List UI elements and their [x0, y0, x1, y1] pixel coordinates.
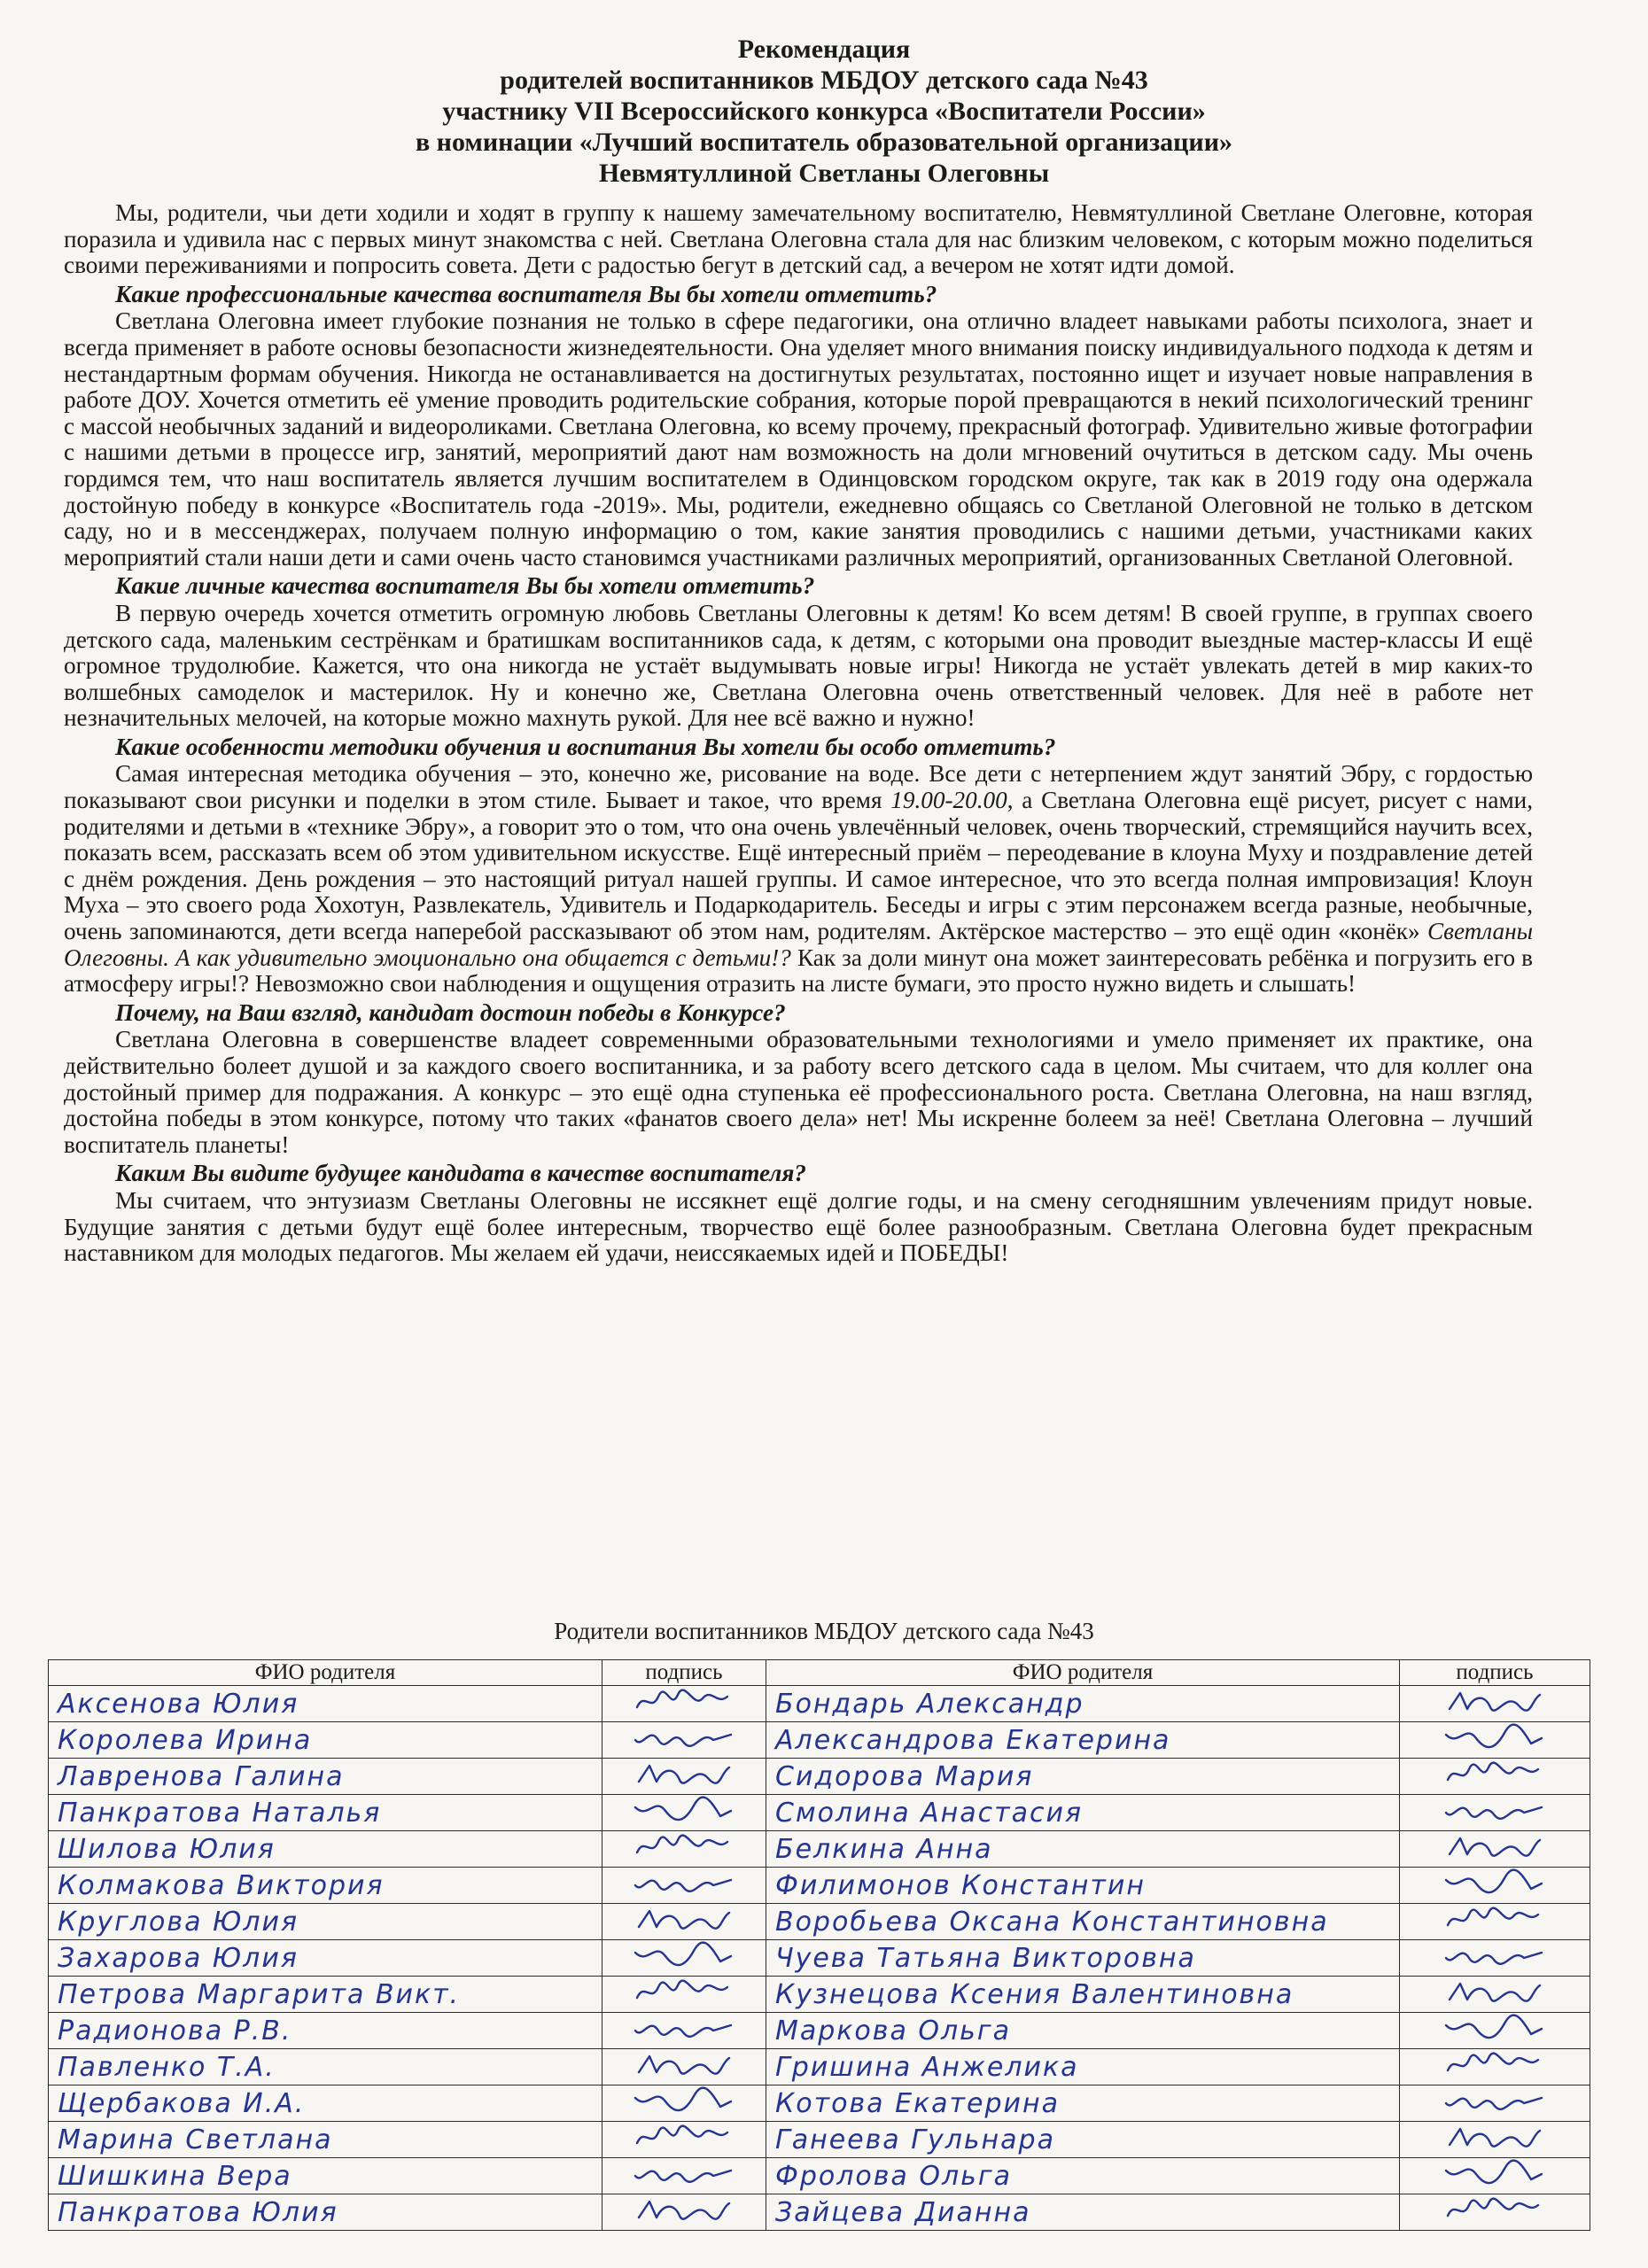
signature-cell [1400, 2158, 1590, 2194]
parent-name-cell: Гришина Анжелика [766, 2049, 1400, 2085]
parent-name-cell: Королева Ирина [49, 1722, 602, 1759]
column-header-signature: подпись [602, 1660, 766, 1686]
parent-name-cell: Круглова Юлия [49, 1904, 602, 1940]
table-row [49, 1722, 1590, 1759]
table-row [49, 1795, 1590, 1831]
parent-name-cell: Зайцева Дианна [766, 2194, 1400, 2231]
question-heading: Почему, на Ваш взгляд, кандидат достоин победы в Конкурсе? [115, 998, 786, 1026]
handwritten-signature-icon [1442, 1977, 1547, 2005]
handwritten-signature-icon [1442, 2013, 1547, 2041]
signature-cell [1400, 1977, 1590, 2013]
handwritten-signature-icon [632, 1759, 736, 1787]
table-row [49, 1977, 1590, 2013]
title-line: в номинации «Лучший воспитатель образовательной организации» [415, 128, 1232, 157]
table-row [49, 1831, 1590, 1868]
handwritten-signature-icon [632, 2158, 736, 2186]
column-header-name: ФИО родителя [49, 1660, 602, 1686]
handwritten-signature-icon [632, 1831, 736, 1860]
parent-name-cell: Смолина Анастасия [766, 1795, 1400, 1831]
answer-paragraph [64, 761, 1533, 997]
handwritten-signature-icon [1442, 1686, 1547, 1714]
answer-paragraph: Светлана Олеговна в совершенстве владеет современными образовательными технологиями и умело применяет их практике, она действительно болеет душой и за каждого своего воспитанника, и за работу всего детского сада в целом. Мы считаем, что для коллег она достойный пример для подражания. А конкурс – это ещё одна ступенька её профессионального роста. Светлана Олеговна, на наш взгляд, достойна победы в этом конкурсе, потому что таких «фанатов своего дела» нет! Мы искренне болеем за неё! Светлана Олеговна – лучший воспитатель планеты! [64, 1026, 1533, 1158]
handwritten-signature-icon [1442, 2085, 1547, 2114]
handwritten-signature-icon [632, 1722, 736, 1751]
signature-cell [602, 2085, 766, 2122]
parent-name-cell: Шилова Юлия [49, 1831, 602, 1868]
table-row [49, 1868, 1590, 1904]
signature-cell [602, 1831, 766, 1868]
signature-cell [602, 1868, 766, 1904]
handwritten-signature-icon [1442, 2049, 1547, 2078]
signature-cell [1400, 1722, 1590, 1759]
parent-name-cell: Александрова Екатерина [766, 1722, 1400, 1759]
table-row [49, 2085, 1590, 2122]
title-line: Рекомендация [737, 35, 911, 64]
question-heading: Какие личные качества воспитателя Вы бы хотели отметить? [115, 572, 815, 600]
signature-cell [602, 1759, 766, 1795]
handwritten-signature-icon [1442, 1868, 1547, 1896]
answer-text: , а Светлана Олеговна ещё рисует, рисует с нами, родителями и детьми в «технике Эбру», а говорит это о том, что она очень увлечённый человек, очень творческий, стремящийся научить всех, показать всем, рассказать всем об этом удивительном искусстве. Ещё интересный приём – переодевание в клоуна Муху и поздравление детей с днём рождения. День рождения – это настоящий ритуал нашей группы. И самое интересное, что это всегда полная импровизация! Клоун Муха – это своего рода Хохотун, Развлекатель, Удивитель и Подаркодаритель. Беседы и игры с этим персонажем всегда разные, необычные, очень запоминаются, дети всегда наперебой рассказывают об этом нам, родителям. Актёрское мастерство – это ещё один «конёк» [64, 787, 1533, 945]
parent-name-cell: Белкина Анна [766, 1831, 1400, 1868]
handwritten-signature-icon [632, 2013, 736, 2041]
signature-cell [1400, 2013, 1590, 2049]
handwritten-signature-icon [632, 1795, 736, 1823]
table-row [49, 2194, 1590, 2231]
table-row [49, 2122, 1590, 2158]
parent-name-cell: Лавренова Галина [49, 1759, 602, 1795]
parent-name-cell: Филимонов Константин [766, 1868, 1400, 1904]
table-row [49, 1904, 1590, 1940]
signature-cell [1400, 1831, 1590, 1868]
answer-paragraph: Светлана Олеговна имеет глубокие познания не только в сфере педагогики, она отлично владеет навыками работы психолога, знает и всегда применяет в работе основы безопасности жизнедеятельности. Она уделяет много внимания поиску индивидуального подхода к детям и нестандартным формам обучения. Никогда не останавливается на достигнутых результатах, постоянно ищет и изучает новые направления в работе ДОУ. Хочется отметить её умение проводить родительские собрания, которые порой превращаются в некий психологический тренинг с массой необычных заданий и видеороликами. Светлана Олеговна, ко всему прочему, прекрасный фотограф. Удивительно живые фотографии с нашими детьми в процессе игр, занятий, мероприятий дают нам возможность на доли мгновений очутиться в детском саду. Мы очень гордимся тем, что наш воспитатель является лучшим воспитателем в Одинцовском городском округе, так как в 2019 году она одержала достойную победу в конкурсе «Воспитатель года -2019». Мы, родители, ежедневно общаясь со Светланой Олеговной не только в детском саду, но и в мессенджерах, получаем полную информацию о том, какие занятия проводились с нашими детьми, участниками каких мероприятий стали наши дети и сами очень часто становимся участниками различных мероприятий, организованных Светланой Олеговной. [64, 307, 1533, 571]
parent-name-cell: Фролова Ольга [766, 2158, 1400, 2194]
answer-paragraph: Мы считаем, что энтузиазм Светланы Олеговны не иссякнет ещё долгие годы, и на смену сегодняшним увлечениям придут новые. Будущие занятия с детьми будут ещё более интересным, творчество ещё более разнообразным. Светлана Олеговна будет прекрасным наставником для молодых педагогов. Мы желаем ей удачи, неиссякаемых идей и ПОБЕДЫ! [64, 1186, 1533, 1267]
title-line: Невмятуллиной Светланы Олеговны [598, 159, 1050, 188]
signature-cell [602, 2049, 766, 2085]
table-row [49, 1686, 1590, 1722]
answer-time: 19.00-20.00 [890, 787, 1007, 814]
question-heading: Какие профессиональные качества воспитателя Вы бы хотели отметить? [115, 280, 937, 307]
answer-text: Самая интересная методика обучения – это, конечно же, рисование на воде. Все дети с нетерпением ждут занятий Эбру, с гордостью показывают свои рисунки и поделки в этом стиле. Бывает и такое, что время [64, 760, 1533, 814]
signature-cell [1400, 1904, 1590, 1940]
signature-cell [602, 1904, 766, 1940]
title-line: родителей воспитанников МБДОУ детского сада №43 [500, 66, 1148, 95]
parent-name-cell: Чуева Татьяна Викторовна [766, 1940, 1400, 1977]
signature-cell [602, 2194, 766, 2231]
signature-cell [1400, 2049, 1590, 2085]
handwritten-signature-icon [1442, 2194, 1547, 2223]
signature-table-body [49, 1686, 1590, 2231]
signature-table [48, 1659, 1590, 2231]
parent-name-cell: Панкратова Юлия [49, 2194, 602, 2231]
signature-cell [602, 2122, 766, 2158]
parent-name-cell: Марина Светлана [49, 2122, 602, 2158]
recommendation-body [64, 200, 1533, 1267]
signature-cell [1400, 1686, 1590, 1722]
table-row [49, 2049, 1590, 2085]
handwritten-signature-icon [632, 2122, 736, 2150]
parent-name-cell: Павленко Т.А. [49, 2049, 602, 2085]
parent-name-cell: Петрова Маргарита Викт. [49, 1977, 602, 2013]
title-line: участнику VII Всероссийского конкурса «Воспитатели России» [442, 97, 1206, 126]
signature-cell [602, 2158, 766, 2194]
handwritten-signature-icon [1442, 1795, 1547, 1823]
signature-cell [602, 1795, 766, 1831]
parent-name-cell: Захарова Юлия [49, 1940, 602, 1977]
table-header-row [49, 1660, 1590, 1686]
signature-cell [602, 1940, 766, 1977]
signature-cell [602, 1686, 766, 1722]
handwritten-signature-icon [1442, 1722, 1547, 1751]
parent-name-cell: Кузнецова Ксения Валентиновна [766, 1977, 1400, 2013]
table-row [49, 2013, 1590, 2049]
handwritten-signature-icon [632, 2085, 736, 2114]
question-heading: Каким Вы видите будущее кандидата в качестве воспитателя? [115, 1160, 806, 1187]
signature-cell [1400, 1940, 1590, 1977]
handwritten-signature-icon [1442, 2122, 1547, 2150]
parent-name-cell: Панкратова Наталья [49, 1795, 602, 1831]
answer-paragraph: В первую очередь хочется отметить огромную любовь Светланы Олеговны к детям! Ко всем детям! В своей группе, в группах своего детского сада, маленьким сестрёнкам и братишкам воспитанников сада, к детям, с которыми она проводит выездные мастер-классы И ещё огромное трудолюбие. Кажется, что она никогда не устаёт выдумывать новые игры! Никогда не устаёт увлекать детей в мир каких-то волшебных самоделок и мастерилок. Ну и конечно же, Светлана Олеговна очень ответственный человек. Для неё в работе нет незначительных мелочей, на которые можно махнуть рукой. Для нее всё важно и нужно! [64, 599, 1533, 732]
parent-name-cell: Радионова Р.В. [49, 2013, 602, 2049]
table-row [49, 1759, 1590, 1795]
signature-cell [602, 1977, 766, 2013]
handwritten-signature-icon [632, 2194, 736, 2223]
table-row [49, 1940, 1590, 1977]
answer-italic: Светланы Олеговны. А как удивительно эмоционально она общается с детьми!? [64, 918, 1533, 971]
signature-cell [1400, 1868, 1590, 1904]
handwritten-signature-icon [632, 1940, 736, 1969]
intro-paragraph: Мы, родители, чьи дети ходили и ходят в группу к нашему замечательному воспитателю, Невмятуллиной Светлане Олеговне, которая поразила и удивила нас с первых минут знакомства с ней. Светлана Олеговна стала для нас близким человеком, с которым можно поделиться своими переживаниями и попросить совета. Дети с радостью бегут в детский сад, а вечером не хотят идти домой. [64, 199, 1533, 279]
handwritten-signature-icon [632, 1904, 736, 1932]
parent-name-cell: Ганеева Гульнара [766, 2122, 1400, 2158]
signature-cell [1400, 1759, 1590, 1795]
handwritten-signature-icon [1442, 2158, 1547, 2186]
answer-text: Как за доли минут она может заинтересовать ребёнка и погрузить его в атмосферу игры!? Невозможно свои наблюдения и ощущения отразить на листе бумаги, это просто нужно видеть и слышать! [64, 944, 1533, 998]
signature-cell [1400, 2122, 1590, 2158]
parent-name-cell: Бондарь Александр [766, 1686, 1400, 1722]
handwritten-signature-icon [632, 1686, 736, 1714]
parent-name-cell: Шишкина Вера [49, 2158, 602, 2194]
handwritten-signature-icon [1442, 1759, 1547, 1787]
column-header-signature: подпись [1400, 1660, 1590, 1686]
signers-caption: Родители воспитанников МБДОУ детского сада №43 [554, 1618, 1094, 1644]
column-header-name: ФИО родителя [766, 1660, 1400, 1686]
question-heading: Какие особенности методики обучения и воспитания Вы хотели бы особо отметить? [115, 733, 1056, 760]
parent-name-cell: Маркова Ольга [766, 2013, 1400, 2049]
signature-cell [1400, 2194, 1590, 2231]
signature-cell [602, 1722, 766, 1759]
signature-cell [1400, 2085, 1590, 2122]
document-title [0, 34, 1648, 189]
handwritten-signature-icon [632, 2049, 736, 2078]
signature-cell [1400, 1795, 1590, 1831]
handwritten-signature-icon [632, 1868, 736, 1896]
parent-name-cell: Котова Екатерина [766, 2085, 1400, 2122]
handwritten-signature-icon [1442, 1904, 1547, 1932]
parent-name-cell: Щербакова И.А. [49, 2085, 602, 2122]
parent-name-cell: Сидорова Мария [766, 1759, 1400, 1795]
handwritten-signature-icon [632, 1977, 736, 2005]
parent-name-cell: Воробьева Оксана Константиновна [766, 1904, 1400, 1940]
handwritten-signature-icon [1442, 1940, 1547, 1969]
parent-name-cell: Колмакова Виктория [49, 1868, 602, 1904]
signature-cell [602, 2013, 766, 2049]
table-row [49, 2158, 1590, 2194]
handwritten-signature-icon [1442, 1831, 1547, 1860]
parent-name-cell: Аксенова Юлия [49, 1686, 602, 1722]
